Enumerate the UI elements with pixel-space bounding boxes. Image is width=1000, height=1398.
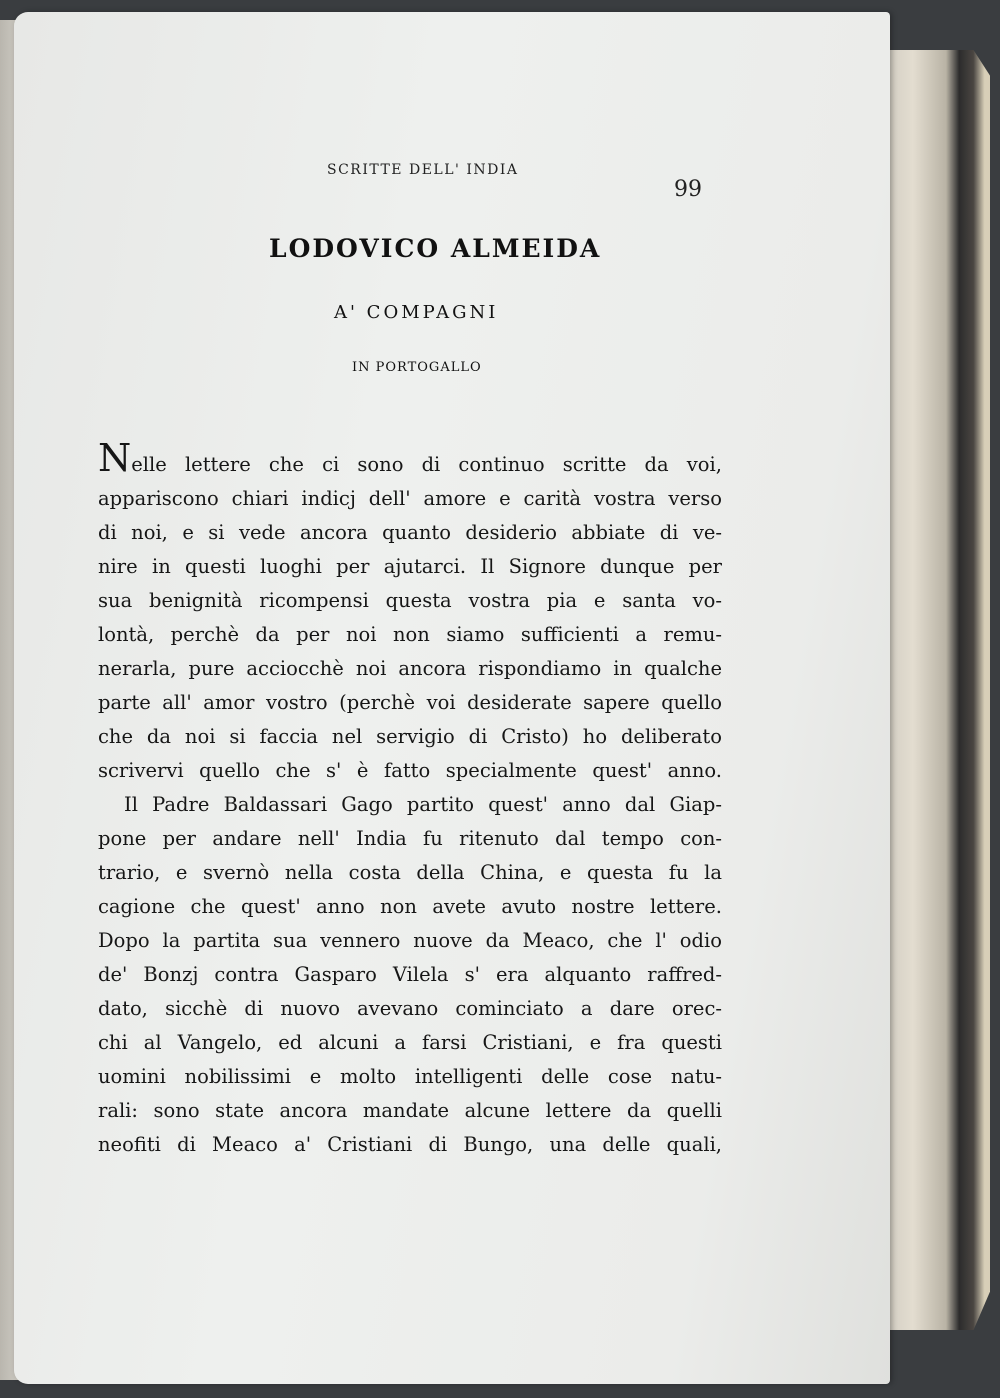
text-line: appariscono chiari indicj dell' amore e carità vostra verso xyxy=(98,487,722,510)
page-number: 99 xyxy=(674,177,702,202)
text-line: nire in questi luoghi per ajutarci. Il Signore dunque per xyxy=(98,555,722,578)
text-line: cagione che quest' anno non avete avuto nostre lettere. xyxy=(98,895,722,918)
text-line-content: elle lettere che ci sono di continuo scritte da voi, xyxy=(131,453,722,476)
text-line: uomini nobilissimi e molto intelligenti delle cose natu- xyxy=(98,1065,722,1088)
text-line xyxy=(98,436,722,482)
chapter-subtitle: A' COMPAGNI xyxy=(334,302,499,323)
text-line: di noi, e si vede ancora quanto desiderio abbiate di ve- xyxy=(98,521,722,544)
running-head: SCRITTE DELL' INDIA xyxy=(327,162,519,178)
text-line: sua benignità ricompensi questa vostra pia e santa vo- xyxy=(98,589,722,612)
text-line: neofiti di Meaco a' Cristiani di Bungo, una delle quali, xyxy=(98,1133,722,1156)
text-line: nerarla, pure acciocchè noi ancora rispondiamo in qualche xyxy=(98,657,722,680)
text-line: lontà, perchè da per noi non siamo sufficienti a remu- xyxy=(98,623,722,646)
text-line: dato, sicchè di nuovo avevano cominciato a dare orec- xyxy=(98,997,722,1020)
drop-cap: N xyxy=(98,436,132,480)
text-line: rali: sono state ancora mandate alcune lettere da quelli xyxy=(98,1099,722,1122)
text-line: Dopo la partita sua vennero nuove da Meaco, che l' odio xyxy=(98,929,722,952)
chapter-title: LODOVICO ALMEIDA xyxy=(269,234,602,263)
chapter-location: IN PORTOGALLO xyxy=(352,360,482,375)
book-page xyxy=(14,12,890,1384)
text-line: trario, e svernò nella costa della China, e questa fu la xyxy=(98,861,722,884)
text-line: che da noi si faccia nel servigio di Cristo) ho deliberato xyxy=(98,725,722,748)
text-line: de' Bonzj contra Gasparo Vilela s' era alquanto raffred- xyxy=(98,963,722,986)
text-line: pone per andare nell' India fu ritenuto dal tempo con- xyxy=(98,827,722,850)
text-line: Il Padre Baldassari Gago partito quest' anno dal Giap- xyxy=(124,793,722,816)
text-line: scrivervi quello che s' è fatto specialmente quest' anno. xyxy=(98,759,722,782)
body-text xyxy=(98,436,722,1162)
text-line: chi al Vangelo, ed alcuni a farsi Cristiani, e fra questi xyxy=(98,1031,722,1054)
book-page-edges xyxy=(880,50,990,1330)
text-line: parte all' amor vostro (perchè voi desiderate sapere quello xyxy=(98,691,722,714)
